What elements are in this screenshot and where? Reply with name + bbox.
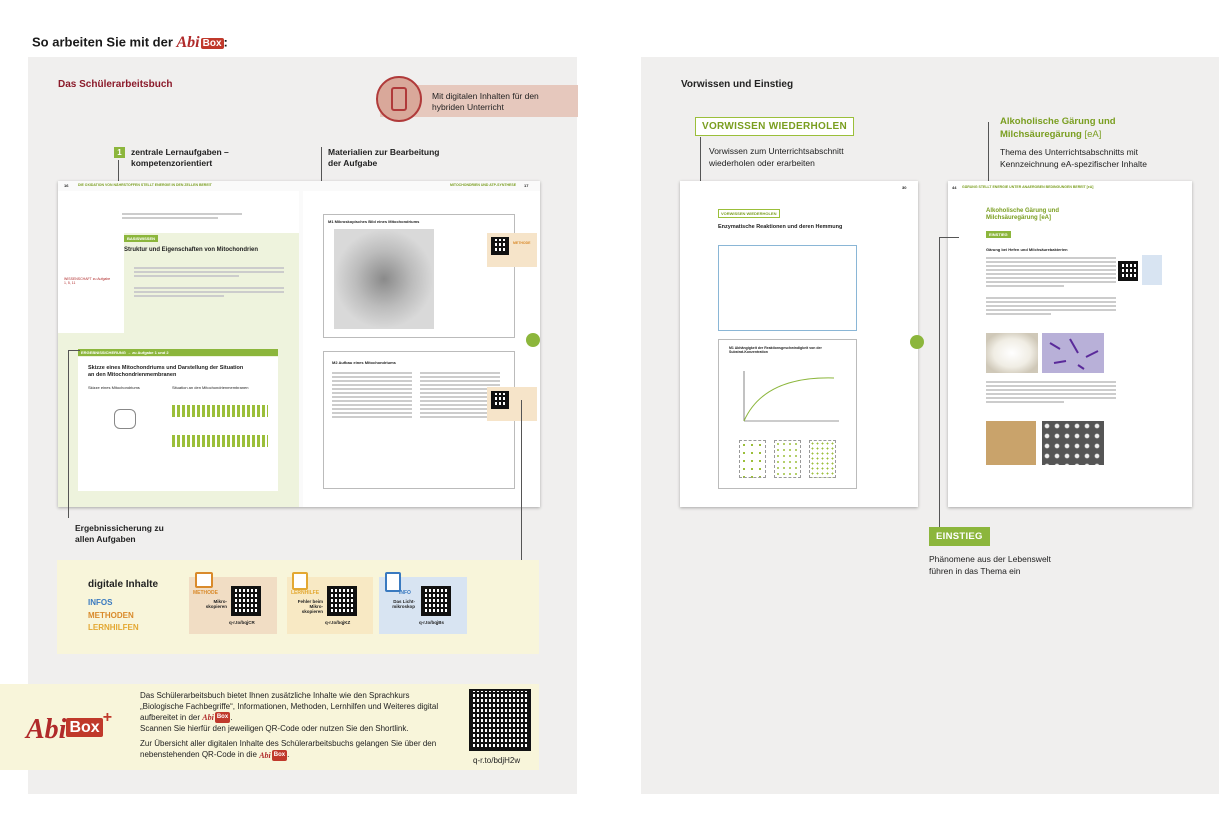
book-left-page [58, 191, 299, 507]
enzyme-sketch [809, 440, 836, 478]
card-link[interactable]: q-r.to/bqjKZ [325, 620, 351, 625]
bacteria-photo [1042, 333, 1104, 373]
gaerung-title [1000, 115, 1140, 141]
gaerung-desc: Thema des Unterrichtsabschnitts mit Kennzeichnung eA-spezifischer Inhalte [1000, 147, 1147, 169]
m1-graph-title: M1 Abhängigkeit der Reaktionsgeschwindigkeit von der Substrat-Konzentration [729, 346, 822, 354]
qr-code[interactable] [231, 586, 261, 616]
ergebnis-title: Skizze eines Mitochondriums und Darstellung der Situation an den Mitochondrienmembranen [88, 365, 244, 378]
side-note: WISSENSCHAFT zu Aufgabe 1, 5, 11 [64, 277, 111, 285]
card-link[interactable]: q-r.to/bqjBs [419, 620, 444, 625]
left-heading: Das Schülerarbeitsbuch [58, 79, 173, 90]
footer-text-3-end: . [287, 750, 290, 760]
page-a-title: Enzymatische Reaktionen und deren Hemmung [718, 224, 843, 230]
membrane-graphic [172, 435, 268, 447]
einstieg-label: EINSTIEG [929, 527, 990, 546]
methode-qr-box [487, 233, 537, 267]
basiswissen-tag: BASISWISSEN [124, 235, 158, 242]
connector-line [521, 400, 522, 560]
m1-title: M1 Mikroskopisches Bild eines Mitochondriums [328, 219, 420, 224]
right-heading: Vorwissen und Einstieg [681, 79, 794, 90]
page-b-title: Alkoholische Gärung und Milchsäuregärung [eA] [986, 208, 1060, 221]
methode-tag: METHODE [513, 241, 531, 245]
answer-box [718, 245, 857, 331]
footer-text [140, 690, 450, 761]
text-lines [986, 255, 1116, 317]
enzyme-sketch [739, 440, 766, 478]
digital-card-info[interactable] [379, 577, 467, 634]
connector-line [939, 237, 940, 527]
skizze-label-1: Skizze eines Mitochondriums [88, 385, 140, 390]
page-marker [910, 335, 924, 349]
sem-photo [1042, 421, 1104, 465]
bacteria-drawing [1042, 333, 1104, 373]
microscope-image [334, 229, 434, 329]
lernhilfe-icon [292, 572, 308, 590]
m2-title: M2 Aufbau eines Mitochondriums [332, 360, 396, 365]
text-lines [986, 379, 1116, 405]
gaerung-title-text: Alkoholische Gärung und Milchsäuregärung [1000, 116, 1116, 140]
logo-box-text: Box [202, 37, 222, 49]
info-tablet-icon [385, 572, 401, 592]
digital-type-methoden: METHODEN [88, 611, 134, 620]
card-tag: INFO [399, 590, 411, 596]
card-tag: LERNHILFE [291, 590, 320, 596]
logo-abi-text: Abi [176, 34, 200, 51]
card-text: Fehler beim Mikro-skopieren [297, 599, 323, 614]
card-text: Mikro-skopieren [205, 599, 227, 609]
einstieg-page [948, 181, 1192, 507]
overview-qr-code[interactable] [469, 689, 531, 751]
digital-card-lernhilfe[interactable] [287, 577, 373, 634]
methode-icon [195, 572, 213, 588]
abibox-logo-large [26, 709, 112, 746]
digital-note-text: Mit digitalen Inhalten für den hybriden Unterricht [432, 91, 539, 112]
digital-type-infos: INFOS [88, 598, 113, 607]
intro-text [122, 211, 242, 221]
einstieg-desc: Phänomene aus der Lebenswelt führen in das Thema ein [929, 554, 1051, 576]
plus-icon: + [102, 709, 113, 726]
page-b-header: GÄRUNG STELLT ENERGIE UNTER ANAEROBEN BEDINGUNGEN BEREIT [eA] [962, 185, 1094, 189]
digital-contents-box [57, 560, 539, 654]
overview-shortlink[interactable]: q-r.to/bdjH2w [473, 756, 521, 765]
footer-text-3: Zur Übersicht aller digitalen Inhalte des Schülerarbeitsbuchs gelangen Sie über den nebenstehenden QR-Code in die [140, 739, 437, 760]
card-text: Das Licht-mikroskop [392, 599, 415, 609]
digital-card-methode[interactable] [189, 577, 277, 634]
title-prefix: So arbeiten Sie mit der [32, 34, 173, 50]
footer-text-2: Scannen Sie hierfür den jeweiligen QR-Code oder nutzen Sie den Shortlink. [140, 724, 409, 734]
qr-code[interactable] [421, 586, 451, 616]
logo-box-text: Box [215, 712, 230, 723]
digital-heading: digitale Inhalte [88, 579, 159, 590]
vorwissen-tag: VORWISSEN WIEDERHOLEN [718, 209, 780, 218]
card-link[interactable]: q-r.to/bqjCR [229, 620, 255, 625]
vorwissen-desc: Vorwissen zum Unterrichtsabschnitt wiederholen oder erarbeiten [709, 146, 844, 168]
footer-text-1: Das Schülerarbeitsbuch bietet Ihnen zusätzliche Inhalte wie den Sprachkurs „Biologische Fachbegriffe“, Informationen, Methoden, Lernhilfen und Weiteres digital aufbereitet in der [140, 691, 439, 722]
footer-info-box [0, 684, 539, 770]
page-b-subtitle: Gärung bei Hefen und Milchsäurebakterien [986, 247, 1068, 252]
enzyme-sketch [774, 440, 801, 478]
page-title [32, 34, 228, 52]
right-page-header: MITOCHONDRIEN UND ATP-SYNTHESE [450, 183, 517, 187]
lernaufgabe-number-badge: 1 [114, 147, 125, 158]
m1-graph-card [718, 339, 857, 489]
connector-line [68, 350, 69, 518]
skizze-label-2: Situation an den Mitochondrienmembranen [172, 385, 249, 390]
einstieg-tag: EINSTIEG [986, 231, 1011, 238]
qr-code[interactable] [491, 391, 509, 409]
connector-line [939, 237, 959, 238]
page-number: 44 [952, 185, 957, 190]
qr-code[interactable] [1118, 261, 1138, 281]
callout-lernaufgaben: zentrale Lernaufgaben – kompetenzorientiert [131, 147, 229, 168]
gaerung-ea: [eA] [1084, 129, 1102, 140]
connector-line [68, 350, 80, 351]
book-right-page [303, 191, 540, 507]
footer-text-1-end: . [230, 713, 233, 722]
logo-abi-text: Abi [26, 714, 67, 745]
logo-abi-text: Abi [202, 713, 214, 723]
info-badge [1142, 255, 1162, 285]
book-spread [58, 181, 540, 507]
left-page-number: 16 [64, 183, 69, 188]
logo-box-text: Box [66, 718, 102, 737]
ergebnis-tag: ERGEBNISSICHERUNG → zu Aufgabe 1 und 2 [78, 349, 278, 356]
qr-code[interactable] [491, 237, 509, 255]
ergebnis-area [58, 333, 299, 507]
basiswissen-title: Struktur und Eigenschaften von Mitochondrien [124, 247, 259, 253]
methode-qr-box [487, 387, 537, 421]
vorwissen-label: VORWISSEN WIEDERHOLEN [695, 117, 854, 136]
saturation-curve [739, 366, 849, 426]
qr-code[interactable] [327, 586, 357, 616]
m2-text-lines [332, 370, 412, 420]
abibox-logo [177, 34, 224, 52]
logo-box-text: Box [272, 750, 287, 761]
page-number: 30 [902, 185, 907, 190]
yeast-block-photo [986, 421, 1036, 465]
vorwissen-page [680, 181, 918, 507]
yeast-photo [986, 333, 1038, 373]
card-tag: METHODE [193, 590, 218, 596]
logo-abi-text: Abi [259, 750, 271, 760]
callout-ergebnis: Ergebnissicherung zu allen Aufgaben [75, 523, 164, 544]
tablet-icon [376, 76, 422, 122]
left-page-header: DIE OXIDATION VON NÄHRSTOFFEN STELLT ENERGIE IN DEN ZELLEN BEREIT [78, 183, 212, 187]
mitochondrium-sketch [114, 409, 136, 429]
right-page-number: 17 [524, 183, 529, 188]
digital-type-lernhilfen: LERNHILFEN [88, 623, 139, 632]
title-suffix: : [223, 34, 228, 50]
basiswissen-box [124, 233, 299, 333]
ergebnis-card [78, 350, 278, 491]
membrane-graphic [172, 405, 268, 417]
task-lines [134, 265, 284, 299]
callout-materialien: Materialien zur Bearbeitung der Aufgabe [328, 147, 440, 168]
page-marker [526, 333, 540, 347]
